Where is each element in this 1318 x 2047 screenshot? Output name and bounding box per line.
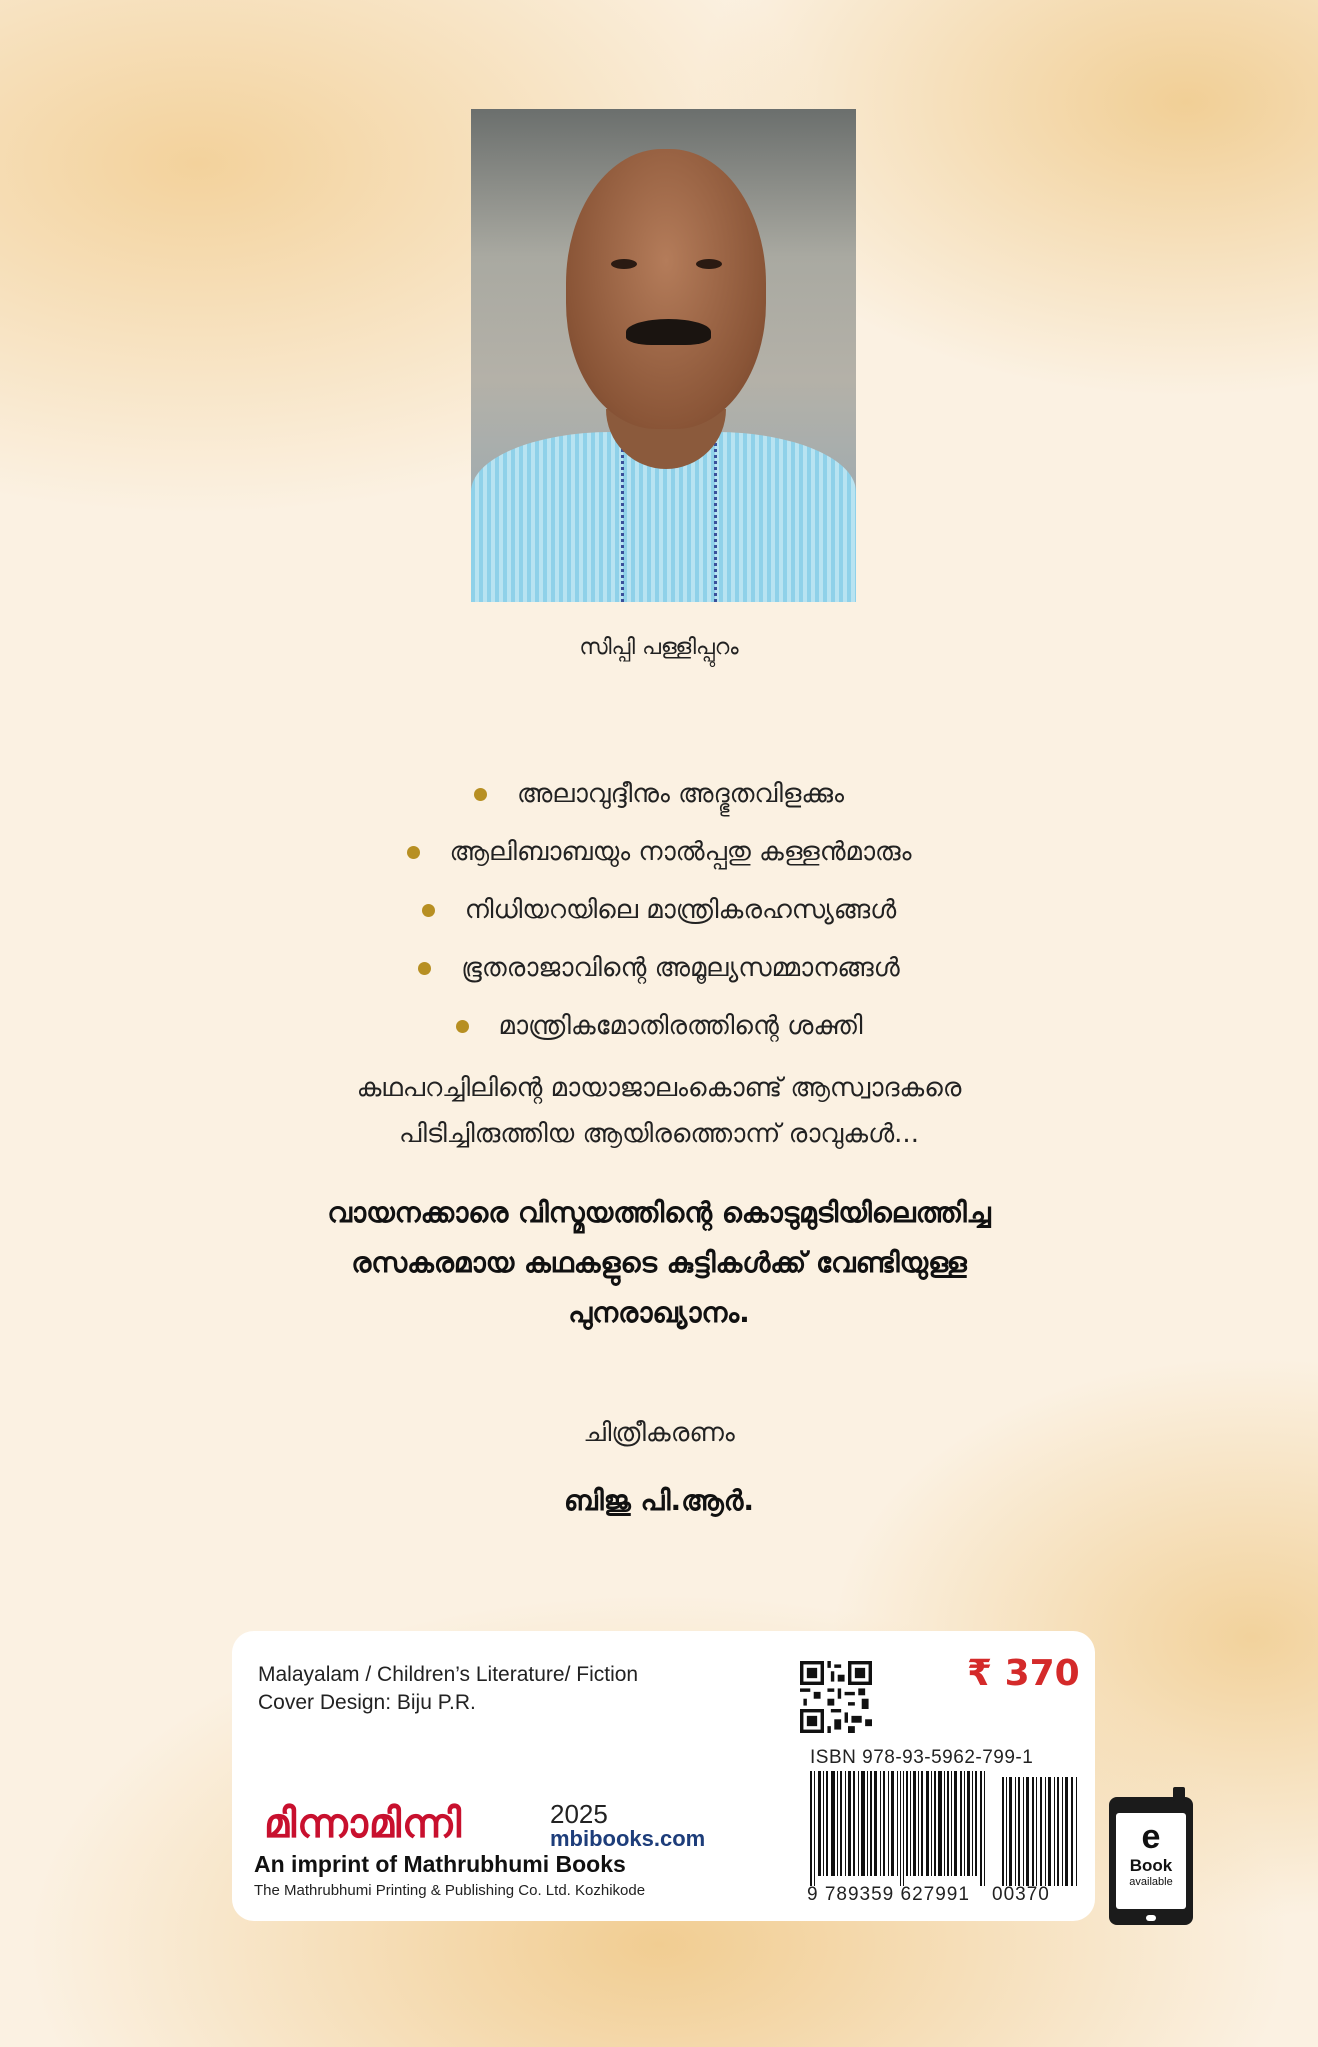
ebook-badge-screen	[1116, 1813, 1186, 1909]
author-name: സിപ്പി പള്ളിപ്പുറം	[579, 635, 739, 660]
illustrator-name: ബിജു പി.ആർ.	[563, 1484, 754, 1517]
tagline	[0, 1065, 1318, 1157]
story-title: മാന്ത്രികമോതിരത്തിന്റെ ശക്തി	[498, 1010, 863, 1041]
story-item	[0, 765, 1318, 823]
blurb	[0, 1188, 1318, 1338]
publisher-website: mbibooks.com	[550, 1826, 706, 1851]
price-label: ₹ 370	[967, 1653, 1080, 1694]
ebook-home-button	[1146, 1915, 1156, 1921]
ebook-available-icon	[1109, 1797, 1193, 1925]
story-title: ആലിബാബയും നാൽപ്പതു കള്ളൻമാരും	[449, 836, 912, 867]
story-item	[0, 997, 1318, 1055]
story-list	[0, 765, 1318, 1055]
photo-face	[566, 149, 766, 429]
cover-design-text: Cover Design: Biju P.R.	[258, 1691, 476, 1714]
publisher-brand-logo: മിന്നാമിന്നി	[264, 1801, 463, 1847]
blurb-line: വായനക്കാരെ വിസ്മയത്തിന്റെ കൊടുമുടിയിലെത്തിച്ച	[327, 1196, 991, 1229]
author-photo	[471, 109, 856, 602]
blurb-line: രസകരമായ കഥകളുടെ കുട്ടികൾക്ക് വേണ്ടിയുള്ള	[351, 1246, 967, 1279]
story-item	[0, 881, 1318, 939]
bullet-icon	[456, 1020, 469, 1033]
photo-mustache	[626, 319, 711, 345]
blurb-line: പുനരാഖ്യാനം.	[568, 1296, 750, 1329]
info-box	[232, 1631, 1095, 1921]
imprint-text: An imprint of Mathrubhumi Books	[254, 1851, 626, 1877]
publisher-text: The Mathrubhumi Printing & Publishing Co. Ltd. Kozhikode	[254, 1882, 646, 1899]
story-title: നിധിയറയിലെ മാന്ത്രികരഹസ്യങ്ങൾ	[464, 894, 897, 925]
ebook-available-text: available	[1129, 1876, 1173, 1888]
barcode-icon	[802, 1771, 1084, 1886]
illustration-label: ചിത്രീകരണം	[583, 1418, 735, 1448]
bullet-icon	[407, 846, 420, 859]
bullet-icon	[474, 788, 487, 801]
category-text: Malayalam / Children’s Literature/ Fiction	[258, 1663, 639, 1686]
ebook-badge-tab	[1173, 1787, 1185, 1801]
isbn-text: ISBN 978-93-5962-799-1	[810, 1747, 1034, 1768]
ebook-word: Book	[1129, 1856, 1173, 1875]
ebook-letter: e	[1141, 1818, 1161, 1856]
barcode-addon-number: 00370	[992, 1884, 1050, 1905]
publication-year: 2025	[550, 1799, 608, 1829]
story-item	[0, 939, 1318, 997]
story-title: അലാവുദ്ദീനും അദ്ഭുതവിളക്കും	[517, 778, 844, 809]
tagline-line: പിടിച്ചിരുത്തിയ ആയിരത്തൊന്ന് രാവുകൾ...	[399, 1119, 919, 1149]
story-title: ഭൂതരാജാവിന്റെ അമൂല്യസമ്മാനങ്ങൾ	[461, 952, 900, 983]
photo-eye-right	[696, 259, 722, 269]
qr-code-icon	[800, 1661, 872, 1733]
book-meta	[258, 1661, 638, 1717]
barcode-number: 9 789359 627991	[807, 1884, 970, 1905]
bullet-icon	[418, 962, 431, 975]
tagline-line: കഥപറച്ചിലിന്റെ മായാജാലംകൊണ്ട് ആസ്വാദകരെ	[356, 1073, 962, 1103]
photo-eye-left	[611, 259, 637, 269]
bullet-icon	[422, 904, 435, 917]
story-item	[0, 823, 1318, 881]
